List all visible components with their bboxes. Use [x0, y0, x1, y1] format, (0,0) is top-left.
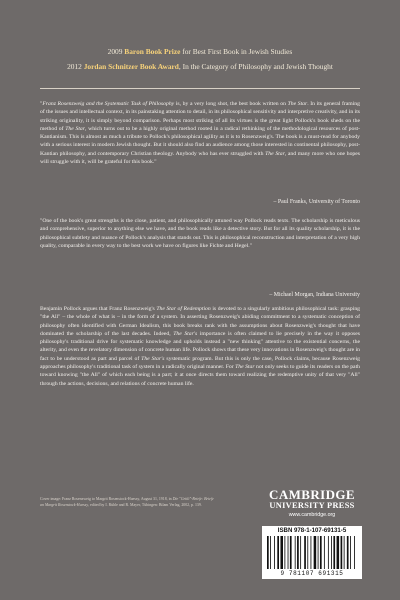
award-schnitzer-name: Jordan Schnitzer Book Award: [83, 62, 179, 71]
publisher-url: www.cambridge.org: [288, 512, 336, 518]
award-baron: 2009 Baron Book Prize for Best First Book in Jewish Studies: [107, 47, 293, 56]
review-attribution-morgan: – Michael Morgan, Indiana University: [269, 292, 360, 298]
publisher-logo: [262, 488, 362, 519]
award-schnitzer: 2012 Jordan Schnitzer Book Award, In the Category of Philosophy and Jewish Thought: [67, 62, 333, 71]
publisher-name: CAMBRIDGE: [269, 487, 355, 502]
isbn-label: ISBN 978-1-107-69131-5: [277, 527, 347, 534]
barcode-bars-icon: [266, 536, 358, 569]
isbn-barcode: [262, 526, 362, 579]
award-baron-name: Baron Book Prize: [124, 47, 181, 56]
book-title: Franz Rosenzweig and the Systematic Task of Philosophy: [42, 101, 175, 107]
book-description: Benjamin Pollock argues that Franz Rosenzweig's The Star of Redemption is devoted to a singularly ambitious philosophical task: grasping "the All" – the whole of what is – in the form of a system. In asserting Rosenzweig's abiding commitment to a systematic conception of philosophy often identified with German Idealism, this book breaks rank with the assumptions about Rosenzweig's thought that have dominated the scholarship of the last decades. Indeed, The Star's importance is often claimed to lie precisely in the way it opposes philosophy's traditional drive for systematic knowledge and upholds instead a "new thinking" attentive to the existential concerns, the alterity, and even the revelatory dimension of concrete human life. Pollock shows that these very innovations in Rosenzweig's thought are in fact to be understood as part and parcel of The Star's systematic program. But this is only the case, Pollock claims, because Rosenzweig approaches philosophy's traditional task of system in a radically original manner. For The Star not only seeks to guide its readers on the path toward knowing "the All" of which each being is a part; it at once directs them toward realizing the redemptive unity of that very "All" through the actions, decisions, and relations of concrete human life.: [40, 306, 361, 387]
review-quote-morgan: "One of the book's great strengths is the close, patient, and philosophically attuned way Pollock reads texts. The scholarship is meticulous and comprehensive, superior to anything else we have, and the book reads like a detective story. But for all its quality scholarship, it is the philosophical subtlety and nuance of Pollock's analysis that stands out. This is philosophical reconstruction and interpretation of a very high quality, comparable in every way to the best work we have on figures like Fichte and Hegel.": [40, 218, 360, 249]
publisher-subname: UNIVERSITY PRESS: [269, 501, 355, 510]
review-attribution-franks: – Paul Franks, University of Toronto: [273, 199, 360, 205]
review-quote-franks: "Franz Rosenzweig and the Systematic Task of Philosophy is, by a very long shot, the best book written on The Star. In its general framing of the issues and intellectual context, in its painstaking attention to detail, in its philosophical sensitivity and interpretive creativity, and in its striking originality, it is simply beyond comparison. Perhaps most striking of all its virtues is the great light Pollock's book sheds on the method of The Star, which turns out to be a highly original method rooted in a radical rethinking of the methodological resources of post-Kantianism. This is almost as much a tribute to Pollock's philosophical agility as it is to Rosenzweig's. The book is a must-read for anybody with a serious interest in modern Jewish thought. But it should also find an audience among those interested in continental philosophy, post-Kantian philosophy, and contemporary Christian theology. Anybody who has ever struggled with The Star, and many more who one hopes will struggle with it, will be grateful for this book.": [40, 101, 361, 166]
awards-block: [0, 44, 400, 74]
divider-rule: [40, 88, 360, 89]
barcode-number: 9 781107 691315: [280, 570, 344, 577]
cover-image-credit: Cover image: Franz Rosenzweig to Margrit Rosenstock-Huessy, August 31, 1918, in Die "Gritli"-Briefe: Briefe an Margrit Rosenstock-Huessy, edited by I. Rühle and R. Mayer, Tübingen: Bilam Verlag, 2002, p. 139.: [40, 497, 214, 507]
